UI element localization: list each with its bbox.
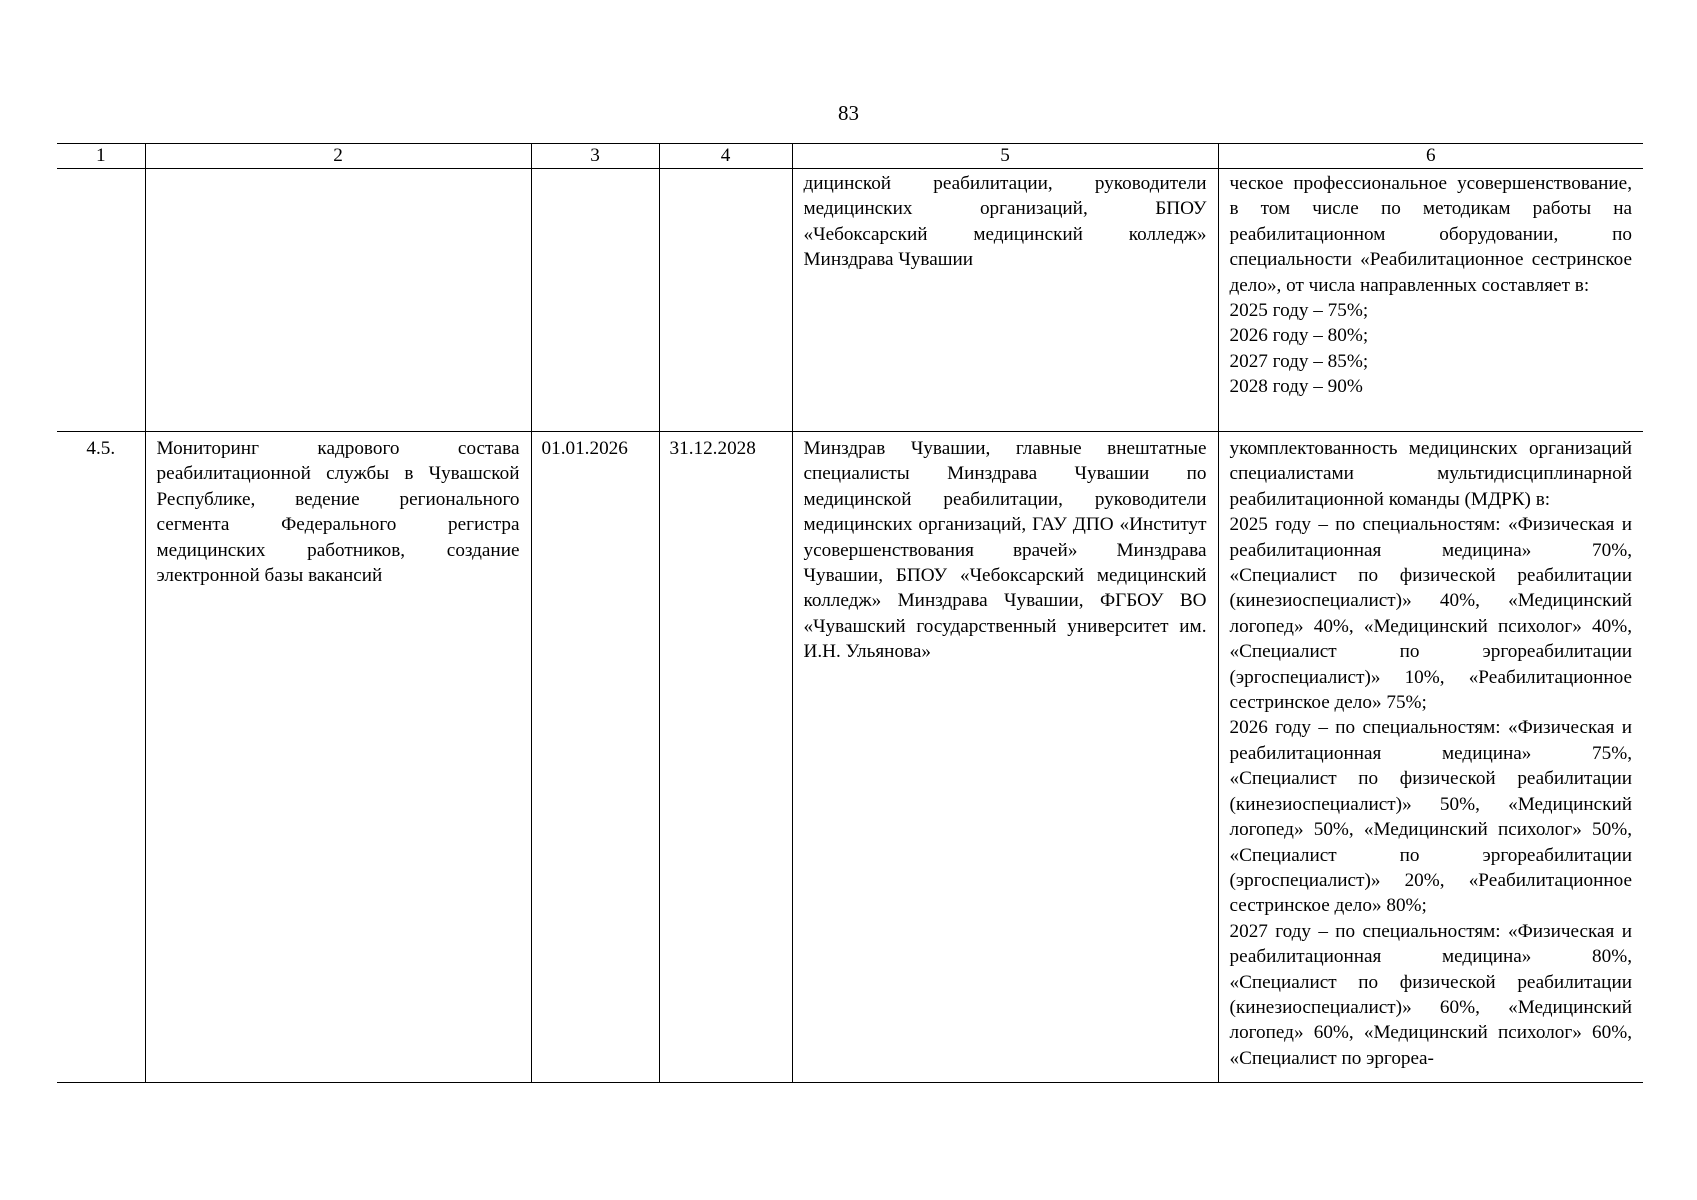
column-header-6: 6 <box>1218 144 1643 169</box>
result-year-2026: 2026 году – по специальностям: «Физическая и реабилитационная медицина» 75%, «Специалист по физической реабилитации (кинезиоспециалист)» 50%, «Медицинский логопед» 50%, «Медицинский психолог» 50%, «Специалист по эргореабилитации (эргоспециалист)» 20%, «Реабилитационное сестринское дело» 80%; <box>1229 717 1632 917</box>
result-year-2025: 2025 году – по специальностям: «Физическая и реабилитационная медицина» 70%, «Специалист по физической реабилитации (кинезиоспециалист)» 40%, «Медицинский логопед» 40%, «Медицинский психолог» 40%, «Специалист по эргореабилитации (эргоспециалист)» 10%, «Реабилитационное сестринское дело» 75%; <box>1229 514 1632 714</box>
result-intro: укомплектованность медицинских организаций специалистами мультидисциплинарной реабилитационной команды (МДРК) в: <box>1229 438 1632 510</box>
table-row-continued <box>57 169 1643 432</box>
cell-start-date: 01.01.2026 <box>531 432 659 1083</box>
cell-number <box>57 169 145 432</box>
column-header-5: 5 <box>792 144 1218 169</box>
result-year-2028: 2028 году – 90% <box>1229 376 1363 398</box>
page-number: 83 <box>838 101 859 125</box>
cell-activity: Мониторинг кадрового состава реабилитационной службы в Чувашской Республике, ведение регионального сегмента Федерального регистра медицинских работников, создание электронной базы вакансий <box>145 432 531 1083</box>
result-intro: ческое профессиональное усовершенствование, в том числе по методикам работы на реабилитационном оборудовании, по специальности «Реабилитационное сестринское дело», от числа направленных составляет в: <box>1229 173 1632 296</box>
result-year-2025: 2025 году – 75%; <box>1229 300 1369 322</box>
result-year-2026: 2026 году – 80%; <box>1229 325 1369 347</box>
cell-end-date: 31.12.2028 <box>659 432 792 1083</box>
cell-responsible: Минздрав Чувашии, главные внештатные специалисты Минздрава Чувашии по медицинской реабилитации, руководители медицинских организаций, ГАУ ДПО «Институт усовершенствования врачей» Минздрава Чувашии, БПОУ «Чебоксарский медицинский колледж» Минздрава Чувашии, ФГБОУ ВО «Чувашский государственный университет им. И.Н. Ульянова» <box>792 432 1218 1083</box>
cell-end-date <box>659 169 792 432</box>
column-header-4: 4 <box>659 144 792 169</box>
table-row-4-5 <box>57 432 1643 1083</box>
column-number-header-row <box>57 144 1643 169</box>
result-year-2027: 2027 году – по специальностям: «Физическая и реабилитационная медицина» 80%, «Специалист по физической реабилитации (кинезиоспециалист)» 60%, «Медицинский логопед» 60%, «Медицинский психолог» 60%, «Специалист по эргорea- <box>1229 920 1632 1069</box>
cell-number: 4.5. <box>57 432 145 1083</box>
cell-activity <box>145 169 531 432</box>
cell-result <box>1218 432 1643 1083</box>
cell-start-date <box>531 169 659 432</box>
column-header-2: 2 <box>145 144 531 169</box>
result-year-2027: 2027 году – 85%; <box>1229 350 1369 372</box>
cell-result <box>1218 169 1643 432</box>
column-header-3: 3 <box>531 144 659 169</box>
plan-table <box>57 143 1643 1083</box>
column-header-1: 1 <box>57 144 145 169</box>
cell-responsible: дицинской реабилитации, руководители медицинских организаций, БПОУ «Чебоксарский медицинский колледж» Минздрава Чувашии <box>792 169 1218 432</box>
